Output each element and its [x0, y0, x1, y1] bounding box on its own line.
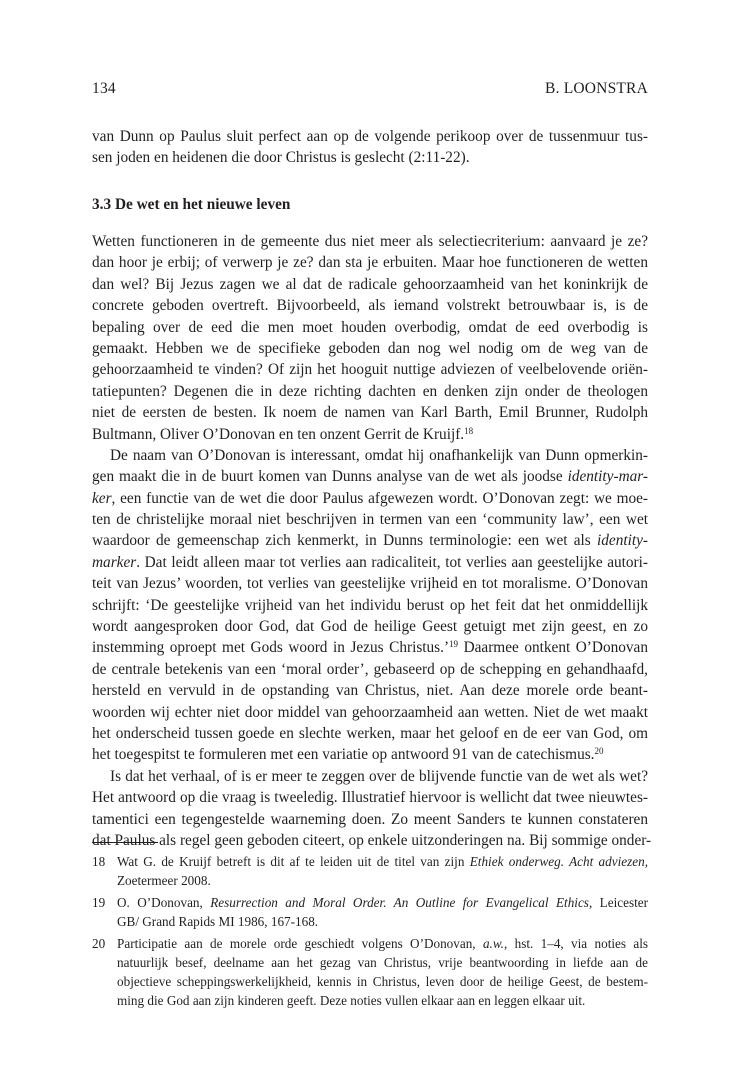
line-text: Daarmee ontkent O’Donovan: [458, 639, 648, 657]
text-line: Zoetermeer 2008.: [117, 873, 211, 888]
text-line: [92, 637, 648, 658]
line-text: instemming oproept met Gods woord in Jezus Christus.’: [92, 639, 450, 657]
text-line: [92, 744, 648, 765]
text-line: gehoorzaamheid te vinden? Of zijn het hooguit nuttige adviezen of veelbelovende oriën-: [92, 361, 648, 379]
line-text: het toegespitst te formuleren met een variatie op antwoord 91 van de catechismus.: [92, 746, 595, 764]
text-line: dan hoor je erbij; of verwerp je ze? dan sta je erbuiten. Maar hoe functioneren de wetten: [92, 254, 648, 272]
italic-title: Ethiek onderweg. Acht adviezen,: [469, 854, 648, 869]
text-line: [92, 424, 648, 445]
footnote-20: [92, 934, 648, 1010]
line-text: gen maakt die in de buurt komen van Dunns analyse van de wet als joodse: [92, 468, 568, 486]
section-heading: 3.3 De wet en het nieuwe leven: [92, 196, 291, 213]
text-line: van Dunn op Paulus sluit perfect aan op de volgende perikoop over de tussenmuur tus-: [92, 128, 648, 145]
text-line: gemaakt. Hebben we de specifieke geboden dan nog wel nodig om de weg van de: [92, 339, 648, 357]
page-number: 134: [92, 80, 116, 97]
text-line: Is dat het verhaal, of is er meer te zeggen over de blijvende functie van de wet als wet?: [110, 767, 648, 785]
text-line: niet de eersten de besten. Ik noem de namen van Karl Barth, Emil Brunner, Rudolph: [92, 404, 648, 422]
line-text: waardoor de gemeenschap zich kenmerkt, in Dunns terminologie: een wet als: [92, 532, 598, 550]
intro-paragraph: [92, 126, 648, 169]
italic-term: ker: [92, 489, 112, 507]
line-text: Wat G. de Kruijf betreft is dit af te leiden uit de titel van zijn: [117, 854, 470, 869]
text-line: sen joden en heidenen die door Christus is geslecht (2:11-22).: [92, 149, 470, 167]
text-line: objectieve scheppingswerkelijkheid, kennis in Christus, leven door de heilige Geest, de bestem-: [117, 974, 648, 989]
footnote-19: [92, 893, 648, 931]
italic-term: marker: [92, 553, 137, 571]
footnote-ref-20[interactable]: 20: [594, 746, 604, 757]
footnotes: [92, 852, 648, 1013]
text-line: ten de christelijke moraal niet beschrijven in termen van een ‘community law’, een wet: [92, 511, 648, 529]
line-text: , Leicester: [588, 895, 648, 910]
footnote-18: [92, 852, 648, 890]
footnote-ref-19[interactable]: 19: [449, 639, 459, 650]
text-line: tatiepunten? Degenen die in deze richting dachten en denken zijn onder de theologen: [92, 382, 648, 400]
text-line: teit van Jezus’ woorden, tot verlies van geestelijke vrijheid en tot moralisme. O’Donovan: [92, 575, 648, 593]
italic-term: identity-: [597, 532, 648, 550]
footnote-number: 19: [92, 895, 106, 910]
text-line: [92, 466, 648, 487]
text-line: woorden wij echter niet door middel van gehoorzaamheid aan wetten. Niet de wet maakt: [92, 703, 648, 721]
text-line: [117, 893, 648, 912]
italic-title: Resurrection and Moral Order. An Outline for Evangelical Ethics: [210, 895, 589, 910]
text-line: De naam van O’Donovan is interessant, omdat hij onafhankelijk van Dunn opmerkin-: [110, 446, 648, 464]
text-line: schrijft: ‘De geestelijke vrijheid van het individu berust op het feit dat het onmiddellijk: [92, 596, 648, 614]
running-author: B. LOONSTRA: [545, 80, 648, 97]
text-line: concrete geboden overtreft. Bijvoorbeeld, als iemand volstrekt betrouwbaar is, is de: [92, 297, 648, 315]
text-line: Wetten functioneren in de gemeente dus niet meer als selectiecriterium: aanvaard je ze?: [92, 233, 648, 250]
text-line: Het antwoord op die vraag is tweeledig. Illustratief hiervoor is wellicht dat twee nieuwtes-: [92, 789, 648, 807]
text-line: [117, 934, 648, 953]
line-text: O. O’Donovan,: [117, 895, 211, 910]
text-line: wordt aangesproken door God, dat God de heilige Geest getuigt met zijn geest, en zo: [92, 618, 648, 636]
footnote-ref-18[interactable]: 18: [464, 425, 474, 436]
footnote-separator: [92, 842, 158, 843]
running-header: [92, 80, 648, 102]
text-line: [92, 530, 648, 551]
text-line: natuurlijk besef, deelname aan het gezag van Christus, vrije beantwoording in liefde aan de: [117, 955, 648, 970]
line-text: . Dat leidt alleen maar tot verlies aan radicaliteit, tot verlies aan geestelijke autori-: [136, 553, 648, 571]
line-text: , hst. 1–4, via noties als: [503, 936, 648, 951]
text-line: het onderscheid tussen goede en slechte werken, maar het geloof en de eer van God, om: [92, 724, 648, 742]
text-line: GB/ Grand Rapids MI 1986, 167-168.: [117, 914, 319, 929]
paragraph-1: [92, 231, 652, 851]
text-line: tamentici een tegengestelde waarneming doen. Zo meent Sanders te kunnen constateren: [92, 810, 648, 828]
footnote-number: 18: [92, 854, 106, 869]
text-line: bepaling over de eed die men moet houden overbodig, omdat de eed overbodig is: [92, 318, 648, 336]
text-line: dat Paulus als regel geen geboden citeert, op enkele uitzonderingen na. Bij sommige onder-: [92, 831, 652, 849]
italic-term: identity-mar-: [567, 468, 648, 486]
line-text: Participatie aan de morele orde geschiedt volgens O’Donovan,: [117, 936, 483, 951]
text-line: [92, 488, 648, 509]
italic-abbrev: a.w.: [482, 936, 504, 951]
text-line: hersteld en vervuld in de opstanding van Christus, niet. Aan deze morele orde beant-: [92, 682, 648, 700]
text-line: [92, 552, 648, 573]
line-text: Bultmann, Oliver O’Donovan en ten onzent Gerrit de Kruijf.: [92, 425, 465, 443]
text-line: [117, 852, 648, 871]
text-line: dan wel? Bij Jezus zagen we al dat de radicale gehoorzaamheid van het koninkrijk de: [92, 275, 648, 293]
footnote-number: 20: [92, 936, 106, 951]
line-text: , een functie van de wet die door Paulus afgewezen wordt. O’Donovan zegt: we moe-: [111, 489, 648, 507]
text-line: de centrale betekenis van een ‘moral order’, gebaseerd op de schepping en gehandhaafd,: [92, 660, 648, 678]
text-line: ming die God aan zijn kinderen geeft. Deze noties vullen elkaar aan en leggen elkaar uit.: [117, 993, 586, 1008]
